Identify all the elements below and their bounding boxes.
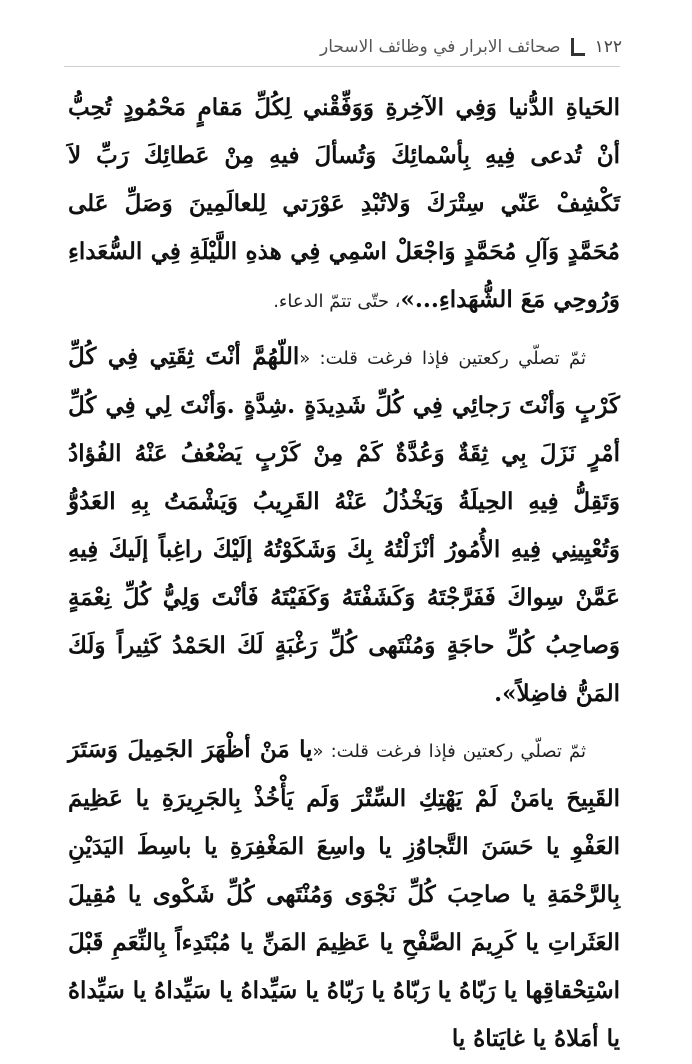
header-divider <box>64 66 620 67</box>
narration-text: ثمّ تصلّي ركعتين فإذا فرغت قلت: « <box>312 741 586 762</box>
narration-text: ، حتّى تتمّ الدعاء. <box>273 291 401 312</box>
body-text <box>68 84 620 1052</box>
narration-text: ثمّ تصلّي ركعتين فإذا فرغت قلت: « <box>299 348 586 369</box>
page-header <box>62 30 622 64</box>
paragraph-1 <box>68 84 620 325</box>
prayer-text: الحَياةِ الدُّنيا وَفِي الآخِرةِ وَوَفِّقْني لِكُلِّ مَقامٍ مَحْمُودٍ تُحِبُّ أنْ تُدعى فِيهِ بِأسْمائِكَ وَتُسألَ فيهِ مِنْ عَطائِكَ رَبِّ لاَ تَكْشِفْ عَنّي سِتْرَكَ وَلاتُبْدِ عَوْرَتي لِلعالَمِينَ وَصَلِّ عَلى مُحَمَّدٍ وَآلِ مُحَمَّدٍ وَاجْعَلْ اسْمِي فِي هذهِ اللَّيْلَةِ فِي السُّعَداءِ وَرُوحِي مَعَ الشُّهَداءِ...» <box>68 94 620 313</box>
page-number: ١٢٢ <box>594 37 622 57</box>
header-bracket-mark <box>571 38 585 56</box>
prayer-text: يا مَنْ أظْهَرَ الجَمِيلَ وَسَتَرَ القَبِيحَ يامَنْ لَمْ يَهْتِكِ السِّتْرَ وَلَم يَأْخُذْ بِالجَرِيرَةِ يا عَظِيمَ العَفْوِ يا حَسَنَ التَّجاوُزِ يا واسِعَ المَغْفِرَةِ يا باسِطَ اليَدَيْنِ بِالرَّحْمَةِ يا صاحِبَ كُلِّ نَجْوَى وَمُنْتَهى كُلِّ شَكْوى يا مُقِيلَ العَثَراتِ يا كَرِيمَ الصَّفْحِ يا عَظِيمَ المَنِّ يا مُبْتَدِءاً بِالنِّعَمِ قَبْلَ اسْتِحْقاقِها يا رَبّاهُ يا رَبّاهُ يا رَبّاهُ يا سَيِّداهُ يا سَيِّداهُ يا سَيِّداهُ يا أمَلاهُ يا غايَتاهُ يا <box>68 736 620 1052</box>
running-title: صحائف الابرار في وظائف الاسحار <box>320 37 561 57</box>
paragraph-3 <box>68 726 620 1064</box>
closing-mark: ». <box>494 680 517 707</box>
prayer-text: اللّهُمَّ أنْتَ ثِقَتِي فِي كُلِّ كَرْبٍ وَأنْتَ رَجائِي فِي كُلِّ شَدِيدَةٍ .شِدَّةٍ .وَأنْتَ لِي فِي كُلِّ أمْرٍ نَزَلَ بِي ثِقَةٌ وَعُدَّةٌ كَمْ مِنْ كَرْبٍ يَضْعُفُ عَنْهُ الفُؤادُ وَتَقِلُّ فِيهِ الحِيلَةُ وَيَخْذُلُ عَنْهُ القَرِيبُ وَيَشْمَتُ بِهِ العَدُوُّ وَتُعْيِينِي فِيهِ الأُمُورُ أنْزَلْتُهُ بِكَ وَشَكَوْتُهُ إلَيْكَ راغِباً إلَيكَ فِيهِ عَمَّنْ سِواكَ فَفَرَّجْتَهُ وَكَشَفْتَهُ وَكَفَيْتَهُ فَأنْتَ وَلِيُّ كُلِّ نِعْمَةٍ وَصاحِبُ كُلِّ حاجَةٍ وَمُنْتَهى كُلِّ رَغْبَةٍ لَكَ الحَمْدُ كَثِيراً وَلَكَ المَنُّ فاضِلاً <box>68 343 620 707</box>
paragraph-2 <box>68 333 620 718</box>
